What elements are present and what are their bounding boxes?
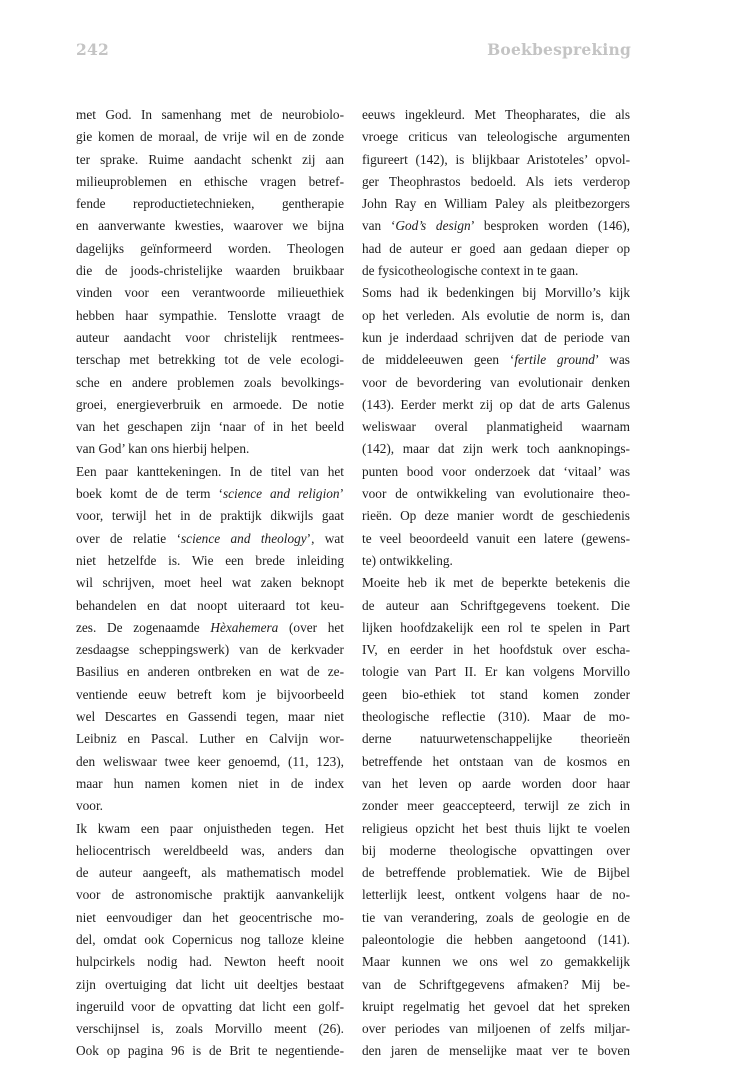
italic-term: God’s design	[395, 218, 471, 234]
text-line: te) ontwikkeling.	[362, 552, 453, 568]
text-line: over periodes van miljoenen of zelfs miljar-	[362, 1021, 630, 1037]
text-line: hulpcirkels nodig had. Newton heeft nooit	[76, 954, 344, 970]
text-line: boek komt de de term ‘science and religion’	[76, 486, 344, 502]
text-line: Soms had ik bedenkingen bij Morvillo’s kijk	[362, 285, 630, 301]
text-line: voor, terwijl het in de praktijk dikwijls gaat	[76, 508, 344, 524]
text-line: de auteur aan Schriftgegevens toekent. Die	[362, 597, 630, 613]
text-line: maar hun namen komen niet in de index	[76, 775, 344, 791]
text-line: de middeleeuwen geen ‘fertile ground’ was	[362, 352, 630, 368]
text-line: betreffende het ontstaan van de kosmos en	[362, 753, 630, 769]
text-line: met God. In samenhang met de neurobiolo-	[76, 107, 344, 122]
italic-term: fertile ground	[514, 352, 595, 368]
text-line: niet eenvoudiger dan het geocentrische mo-	[76, 909, 344, 925]
text-line: wel Descartes en Gassendi tegen, maar niet	[76, 709, 344, 725]
text-line: ventiende eeuw betreft kom je bijvoorbeeld	[76, 686, 344, 702]
text-line: verschijnsel is, zoals Morvillo meent (26).	[76, 1021, 344, 1037]
text-line: vinden voor een verantwoorde milieuethiek	[76, 285, 344, 301]
text-line: Ik kwam een paar onjuistheden tegen. Het	[76, 820, 344, 836]
text-line: op het verleden. Als evolutie de norm is, dan	[362, 307, 630, 323]
text-line: voor de bevordering van evolutionair denken	[362, 374, 630, 390]
text-line: Ook op pagina 96 is de Brit te negentiende-	[76, 1043, 344, 1059]
text-line: den jaren de menselijke maat ver te boven	[362, 1043, 630, 1059]
text-line: Leibniz en Pascal. Luther en Calvijn wor-	[76, 731, 344, 747]
text-line: (143). Eerder merkt zij op dat de arts Galenus	[362, 396, 630, 412]
text-line: niet hetzelfde is. Wie een brede inleiding	[76, 552, 344, 568]
text-line: eeuws ingekleurd. Met Theopharates, die als	[362, 107, 630, 122]
text-line: letterlijk leest, ontkent volgens haar de no-	[362, 887, 630, 903]
text-line: paleontologie die hebben aangetoond (141).	[362, 931, 630, 947]
text-line: derne natuurwetenschappelijke theorieën	[362, 731, 630, 747]
text-line: de betreffende problematiek. Wie de Bijbel	[362, 865, 630, 881]
text-line: sche en andere problemen zoals bevolkings-	[76, 374, 344, 390]
text-line: had de auteur er goed aan gedaan dieper op	[362, 240, 630, 256]
text-line: heliocentrisch wereldbeeld was, anders dan	[76, 842, 344, 858]
text-line: kruipt regelmatig het gevoel dat het spreken	[362, 998, 630, 1014]
text-line: geen bio-ethiek tot stand komen zonder	[362, 686, 630, 702]
text-line: wil schrijven, moet heel wat zaken beknopt	[76, 575, 344, 591]
text-line: terschap met betrekking tot de vele ecologi-	[76, 352, 344, 368]
text-line: zes. De zogenaamde Hèxahemera (over het	[76, 619, 344, 635]
text-line: groei, energieverbruik en armoede. De notie	[76, 396, 344, 412]
text-line: kun je inderdaad schrijven dat de periode van	[362, 329, 630, 345]
text-line: bij moderne theologische opvattingen over	[362, 842, 630, 858]
text-line: figureert (142), is blijkbaar Aristoteles’ opvol-	[362, 151, 630, 167]
text-line: fende reproductietechnieken, gentherapie	[76, 196, 344, 212]
italic-term: Hèxahemera	[210, 619, 279, 635]
text-line: van ‘God’s design’ besproken worden (146),	[362, 218, 631, 234]
page-number: 242	[76, 40, 109, 59]
text-line: hebben haar sympathie. Tenslotte vraagt de	[76, 307, 344, 323]
text-line: ter sprake. Ruime aandacht schenkt zij aan	[76, 151, 344, 167]
text-line: (142), maar dat zijn werk toch aanknopings-	[362, 441, 630, 457]
text-line: John Ray en William Paley als pleitbezorgers	[362, 196, 630, 212]
text-line: milieuproblemen en ethische vragen betref-	[76, 173, 344, 189]
text-line: del, omdat ook Copernicus nog talloze kleine	[76, 931, 344, 947]
text-line: voor de astronomische praktijk aanvankelijk	[76, 887, 344, 903]
text-line: van de Schriftgegevens afmaken? Mij be-	[362, 976, 630, 992]
text-column-left	[76, 104, 344, 1063]
text-line: van God’ kan ons hierbij helpen.	[76, 441, 250, 457]
text-line: lijken hoofdzakelijk een rol te spelen in Part	[362, 619, 630, 635]
text-line: voor de ontwikkeling van evolutionaire theo-	[362, 486, 630, 502]
text-line: zesdaagse scheppingswerk) van de kerkvader	[76, 642, 344, 658]
text-line: theologische reflectie (310). Maar de mo-	[362, 709, 630, 725]
text-line: van het leven op aarde worden door haar	[362, 775, 630, 791]
running-header: Boekbespreking	[487, 40, 631, 59]
text-line: Basilius en anderen ontbreken en wat de ze-	[76, 664, 344, 680]
text-line: IV, en eerder in het hoofdstuk over escha-	[362, 642, 630, 658]
text-line: auteur aandacht voor christelijk rentmees-	[76, 329, 344, 345]
text-line: rieën. Op deze manier wordt de geschiedenis	[362, 508, 630, 524]
text-line: zijn overtuiging dat licht uit deeltjes bestaat	[76, 976, 344, 992]
text-line: weliswaar overal planmatigheid waarnam	[362, 419, 630, 435]
text-line: de auteur aangeeft, als mathematisch model	[76, 865, 344, 881]
text-line: religieus opzicht het best thuis lijkt te voelen	[362, 820, 630, 836]
text-line: de fysicotheologische context in te gaan.	[362, 263, 579, 279]
text-line: Een paar kanttekeningen. In de titel van het	[76, 463, 344, 479]
text-line: Moeite heb ik met de beperkte betekenis die	[362, 575, 630, 591]
text-line: te veel beoordeeld vanuit een latere (gewens-	[362, 530, 630, 546]
text-line: ingeruild voor de opvatting dat licht een golf-	[76, 998, 344, 1014]
text-column-right	[362, 104, 630, 1063]
text-line: van het geschapen zijn ‘naar of in het beeld	[76, 419, 344, 435]
text-line: over de relatie ‘science and theology’, wat	[76, 530, 344, 546]
text-line: behandelen en dat noopt uiteraard tot keu-	[76, 597, 344, 613]
italic-term: science and theology	[181, 530, 307, 546]
text-line: gie komen de moraal, de vrije wil en de zonde	[76, 129, 344, 145]
text-line: voor.	[76, 798, 103, 814]
text-line: dagelijks geïnformeerd worden. Theologen	[76, 240, 344, 256]
text-line: den weliswaar twee keer genoemd, (11, 123),	[76, 753, 344, 769]
text-line: ger Theophrastos bedoeld. Als iets verderop	[362, 173, 630, 189]
text-line: zonder meer geaccepteerd, terwijl ze zich in	[362, 798, 630, 814]
text-line: tologie van Part II. Er kan volgens Morvillo	[362, 664, 630, 680]
italic-term: science and religion	[222, 486, 340, 502]
text-line: en aanverwante kwesties, waarover we bijna	[76, 218, 344, 234]
text-line: vroege criticus van teleologische argumenten	[362, 129, 630, 145]
text-line: tie van verandering, zoals de geologie en de	[362, 909, 630, 925]
text-line: Maar kunnen we ons wel zo gemakkelijk	[362, 954, 630, 970]
text-line: punten bood voor onderzoek dat ‘vitaal’ was	[362, 463, 630, 479]
text-line: die de joods-christelijke waarden bruikbaar	[76, 263, 344, 279]
